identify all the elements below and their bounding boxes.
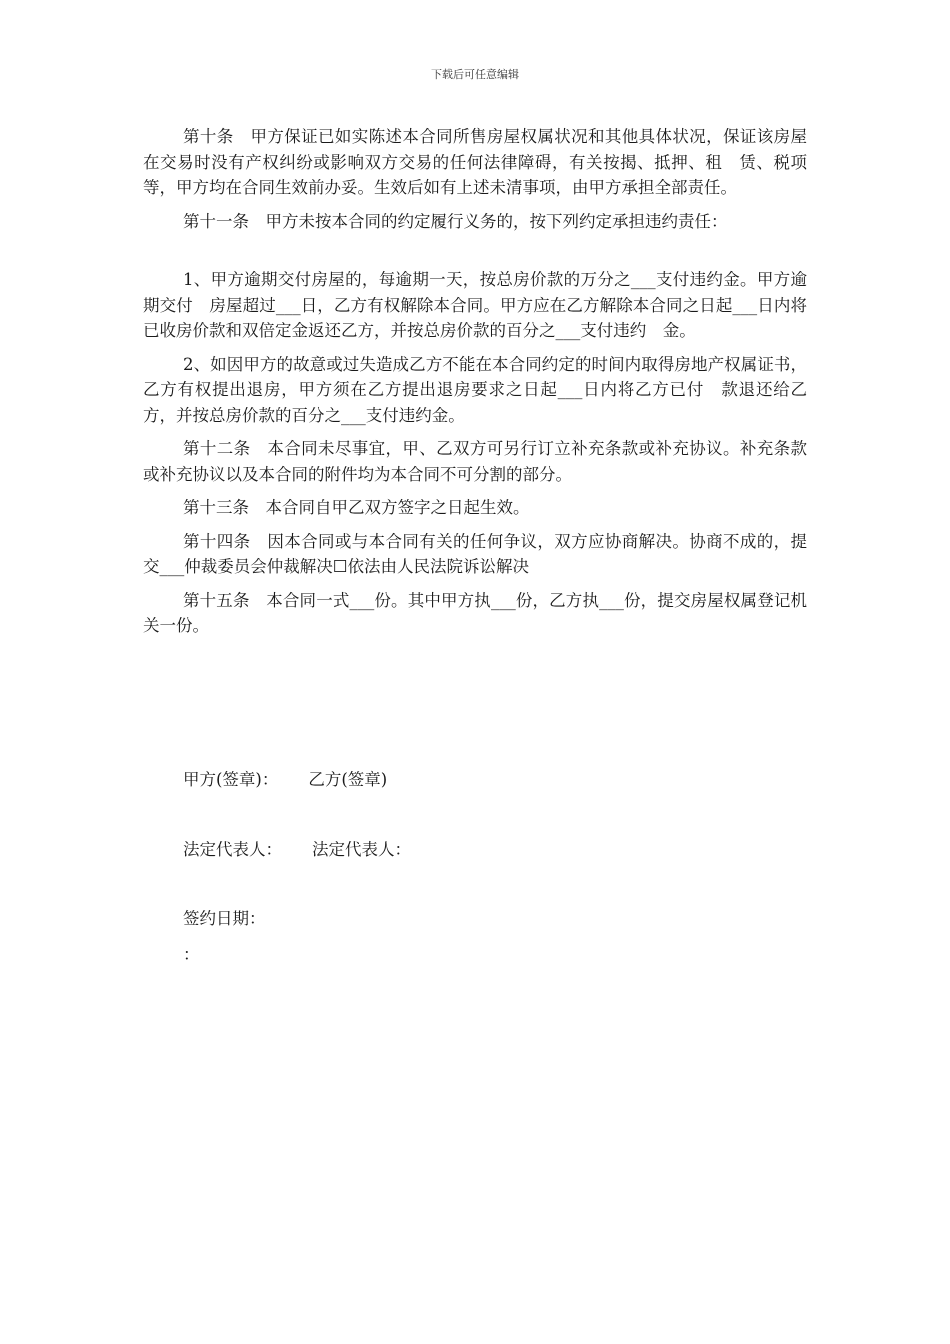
article-11-clause-2: 2、如因甲方的故意或过失造成乙方不能在本合同约定的时间内取得房地产权属证书，乙方有权提出退房，甲方须在乙方提出退房要求之日起___日内将乙方已付 款退还给乙方，并按总房价款的百分之___支付违约金。 [143, 354, 807, 425]
party-a-representative: 法定代表人： [183, 840, 282, 859]
header-note: 下载后可任意编辑 [431, 68, 519, 81]
article-15: 第十五条 本合同一式___份。其中甲方执___份，乙方执___份，提交房屋权属登记机关一份。 [143, 590, 807, 635]
party-b-seal: 乙方(签章) [308, 770, 388, 789]
party-b-representative: 法定代表人： [312, 840, 411, 859]
article-10: 第十条 甲方保证已如实陈述本合同所售房屋权属状况和其他具体状况，保证该房屋在交易时没有产权纠纷或影响双方交易的任何法律障碍，有关按揭、抵押、租 赁、税项等，甲方均在合同生效前办妥。生效后如有上述未清事项，由甲方承担全部责任。 [143, 127, 807, 197]
sign-date: 签约日期： [183, 909, 266, 928]
seal-line [183, 768, 387, 792]
article-11: 第十一条 甲方未按本合同的约定履行义务的，按下列约定承担违约责任： [183, 211, 728, 231]
article-13: 第十三条 本合同自甲乙双方签字之日起生效。 [183, 498, 530, 517]
representative-line [183, 838, 411, 862]
trailing-colon: ： [183, 945, 200, 964]
party-a-seal: 甲方(签章)： [183, 770, 279, 789]
article-12: 第十二条 本合同未尽事宜，甲、乙双方可另行订立补充条款或补充协议。补充条款或补充协议以及本合同的附件均为本合同不可分割的部分。 [143, 439, 807, 484]
contract-body [143, 124, 807, 647]
article-14: 第十四条 因本合同或与本合同有关的任何争议，双方应协商解决。协商不成的，提交___仲裁委员会仲裁解决☐依法由人民法院诉讼解决 [143, 531, 807, 576]
article-11-clause-1: 1、甲方逾期交付房屋的，每逾期一天，按总房价款的万分之___支付违约金。甲方逾期交付 房屋超过___日，乙方有权解除本合同。甲方应在乙方解除本合同之日起___日内将已收房价款和双倍定金返还乙方，并按总房价款的百分之___支付违约 金。 [143, 270, 807, 340]
